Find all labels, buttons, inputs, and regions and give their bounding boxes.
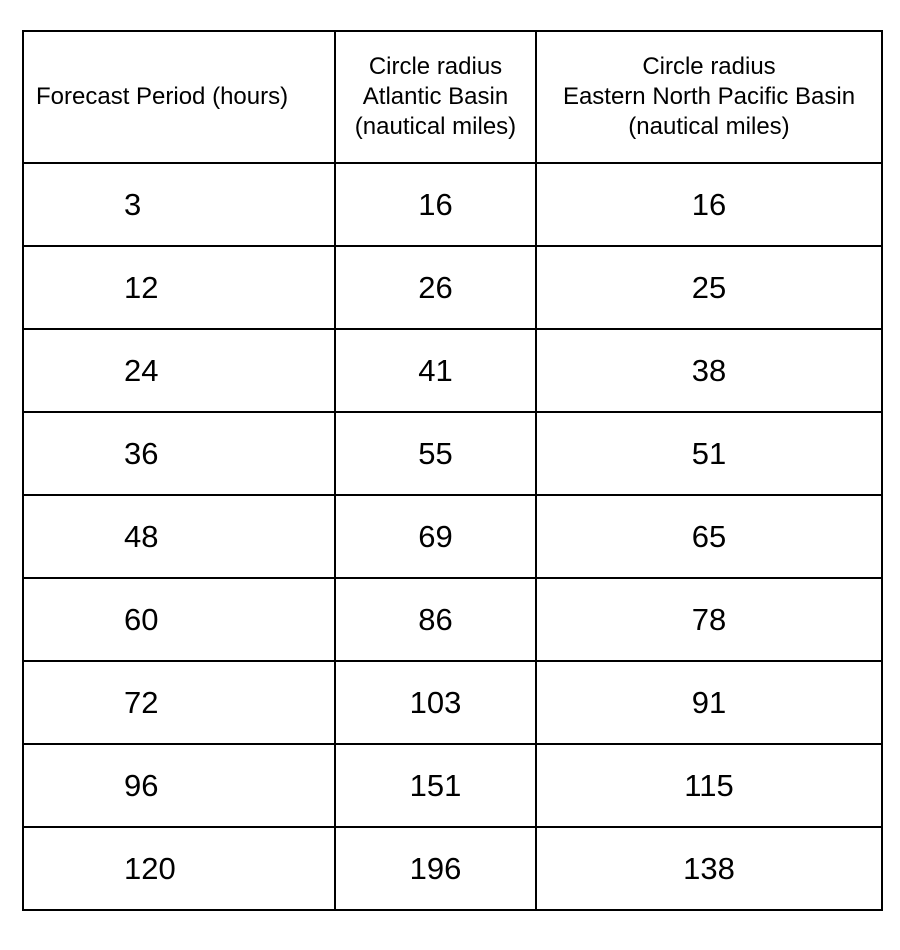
header-line: Forecast Period (hours): [36, 83, 289, 110]
header-line: Atlantic Basin: [362, 83, 509, 110]
header-line: (nautical miles): [628, 113, 790, 140]
atlantic-radius-cell: 26: [335, 246, 536, 329]
forecast-period-cell: 60: [23, 578, 335, 661]
atlantic-radius-cell: 41: [335, 329, 536, 412]
pacific-radius-cell: 25: [536, 246, 882, 329]
header-forecast-period: [23, 31, 335, 163]
header-pacific-radius: [536, 31, 882, 163]
header-line: Circle radius: [642, 53, 776, 80]
table-row: [23, 246, 882, 329]
header-line: Eastern North Pacific Basin: [562, 83, 856, 110]
table-row: [23, 661, 882, 744]
table-row: [23, 578, 882, 661]
pacific-radius-cell: 51: [536, 412, 882, 495]
table-header: [23, 31, 882, 163]
forecast-period-cell: 96: [23, 744, 335, 827]
forecast-period-cell: 120: [23, 827, 335, 910]
atlantic-radius-cell: 55: [335, 412, 536, 495]
table-row: [23, 329, 882, 412]
atlantic-radius-cell: 69: [335, 495, 536, 578]
forecast-period-cell: 72: [23, 661, 335, 744]
table-row: [23, 163, 882, 246]
atlantic-radius-cell: 196: [335, 827, 536, 910]
pacific-radius-cell: 16: [536, 163, 882, 246]
table-body: [23, 163, 882, 910]
forecast-radius-table: [22, 30, 883, 911]
atlantic-radius-cell: 151: [335, 744, 536, 827]
header-line: (nautical miles): [354, 113, 517, 140]
header-row: [23, 31, 882, 163]
header-atlantic-radius: [335, 31, 536, 163]
table-row: [23, 495, 882, 578]
forecast-period-cell: 48: [23, 495, 335, 578]
atlantic-radius-cell: 103: [335, 661, 536, 744]
forecast-period-cell: 12: [23, 246, 335, 329]
table-row: [23, 744, 882, 827]
atlantic-radius-cell: 16: [335, 163, 536, 246]
pacific-radius-cell: 115: [536, 744, 882, 827]
atlantic-radius-cell: 86: [335, 578, 536, 661]
header-line: Circle radius: [368, 53, 503, 80]
forecast-period-cell: 24: [23, 329, 335, 412]
table-row: [23, 412, 882, 495]
forecast-period-cell: 3: [23, 163, 335, 246]
forecast-period-cell: 36: [23, 412, 335, 495]
table-row: [23, 827, 882, 910]
pacific-radius-cell: 78: [536, 578, 882, 661]
pacific-radius-cell: 91: [536, 661, 882, 744]
pacific-radius-cell: 38: [536, 329, 882, 412]
pacific-radius-cell: 138: [536, 827, 882, 910]
pacific-radius-cell: 65: [536, 495, 882, 578]
